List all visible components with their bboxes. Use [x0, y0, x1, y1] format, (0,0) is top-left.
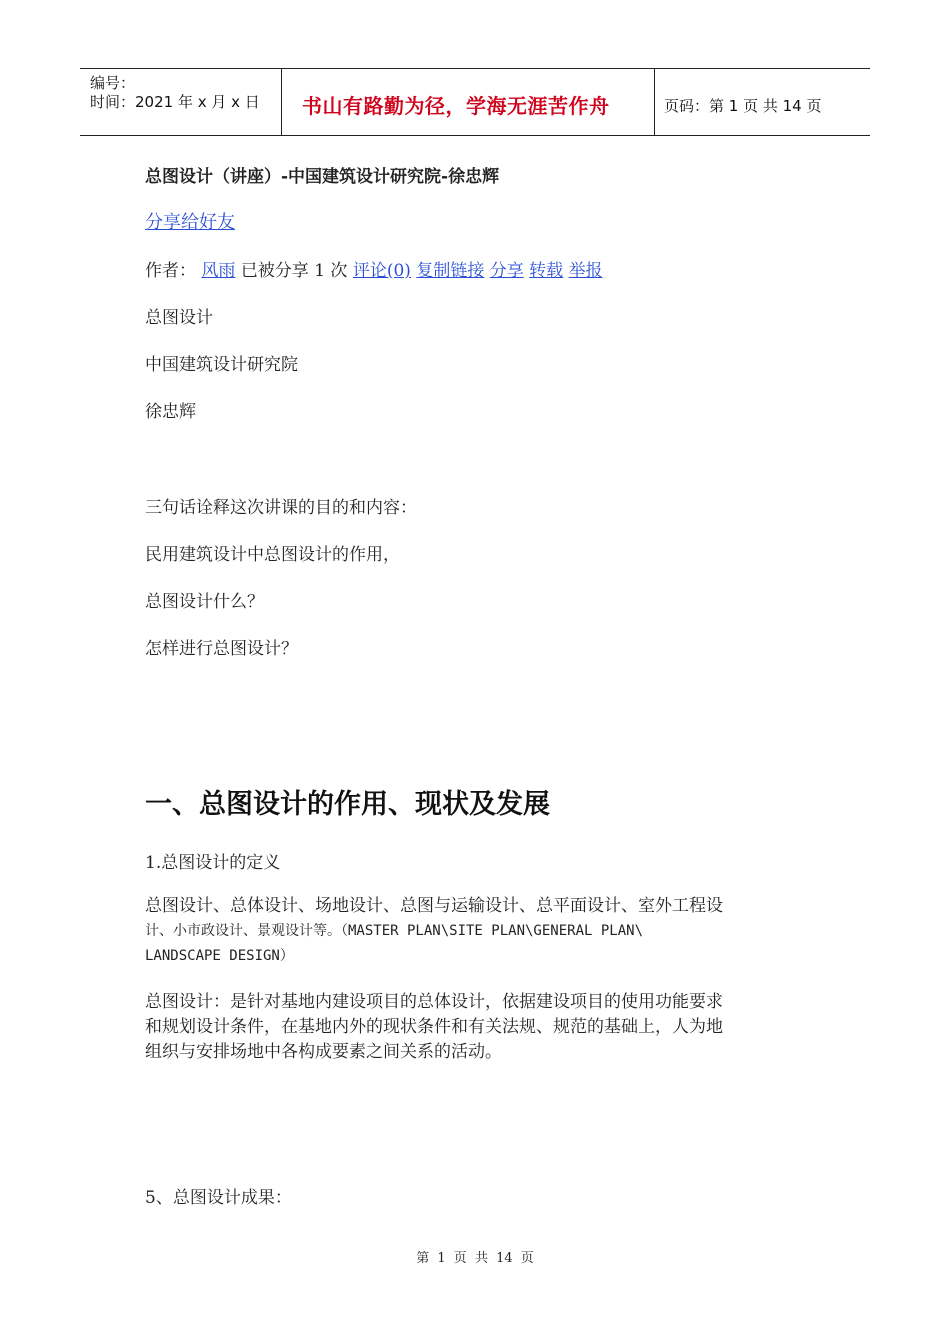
- footer-page-label: 第: [416, 1251, 430, 1266]
- header-divider-left: [281, 68, 282, 136]
- share-friend-link[interactable]: 分享给好友: [145, 212, 235, 233]
- intro-line: 怎样进行总图设计？: [145, 639, 298, 659]
- paragraph-line: LANDSCAPE DESIGN）: [145, 948, 294, 964]
- header-number-label: 编号：: [90, 74, 136, 92]
- definition-paragraph: [145, 894, 800, 969]
- author-prefix: 作者：: [145, 261, 196, 281]
- header-bottom-border: [80, 135, 870, 136]
- footer-total-pages: 14: [496, 1251, 513, 1266]
- header-divider-right: [654, 68, 655, 136]
- article-title: 总图设计（讲座）-中国建筑设计研究院-徐忠辉: [145, 167, 500, 187]
- text-line: 总图设计: [145, 308, 213, 328]
- paragraph-line: 总图设计、总体设计、场地设计、总图与运输设计、总平面设计、室外工程设: [145, 896, 723, 916]
- share-link[interactable]: 分享: [489, 261, 524, 281]
- intro-line: 三句话诠释这次讲课的目的和内容：: [145, 498, 417, 518]
- footer-total-label: 共: [474, 1251, 488, 1266]
- intro-line: 民用建筑设计中总图设计的作用，: [145, 545, 400, 565]
- intro-line: 总图设计什么？: [145, 592, 264, 612]
- subheading-definition: 1.总图设计的定义: [145, 853, 281, 873]
- footer-page-unit: 页: [453, 1251, 467, 1266]
- paragraph-line: 组织与安排场地中各构成要素之间关系的活动。: [145, 1042, 502, 1062]
- text-line: 中国建筑设计研究院: [145, 355, 298, 375]
- header-top-border: [80, 68, 870, 69]
- explanation-paragraph: [145, 990, 800, 1065]
- paragraph-line: 总图设计：是针对基地内建设项目的总体设计，依据建设项目的使用功能要求: [145, 992, 723, 1012]
- header-time-label: 时间：2021 年 x 月 x 日: [90, 93, 260, 111]
- report-link[interactable]: 举报: [568, 261, 603, 281]
- repost-link[interactable]: 转载: [529, 261, 564, 281]
- section-heading: 一、总图设计的作用、现状及发展: [145, 789, 550, 820]
- text-line: 徐忠辉: [145, 402, 196, 422]
- author-link[interactable]: 风雨: [201, 261, 236, 281]
- footer-page-number: 1: [437, 1251, 446, 1266]
- footer-total-unit: 页: [520, 1251, 534, 1266]
- shared-count-text: 已被分享 1 次: [240, 261, 348, 281]
- subheading-results: 5、总图设计成果：: [145, 1188, 292, 1208]
- header-motto: 书山有路勤为径，学海无涯苦作舟: [302, 94, 610, 118]
- header-page-code: 页码：第 1 页 共 14 页: [664, 97, 822, 115]
- comment-link[interactable]: 评论(0): [352, 261, 411, 281]
- paragraph-line: 计、小市政设计、景观设计等。（MASTER PLAN\SITE PLAN\GENERAL PLAN\: [145, 923, 644, 939]
- article-meta-row: [145, 256, 603, 281]
- paragraph-line: 和规划设计条件，在基地内外的现状条件和有关法规、规范的基础上，人为地: [145, 1017, 723, 1037]
- copy-link-link[interactable]: 复制链接: [416, 261, 485, 281]
- page-footer: [0, 1247, 950, 1266]
